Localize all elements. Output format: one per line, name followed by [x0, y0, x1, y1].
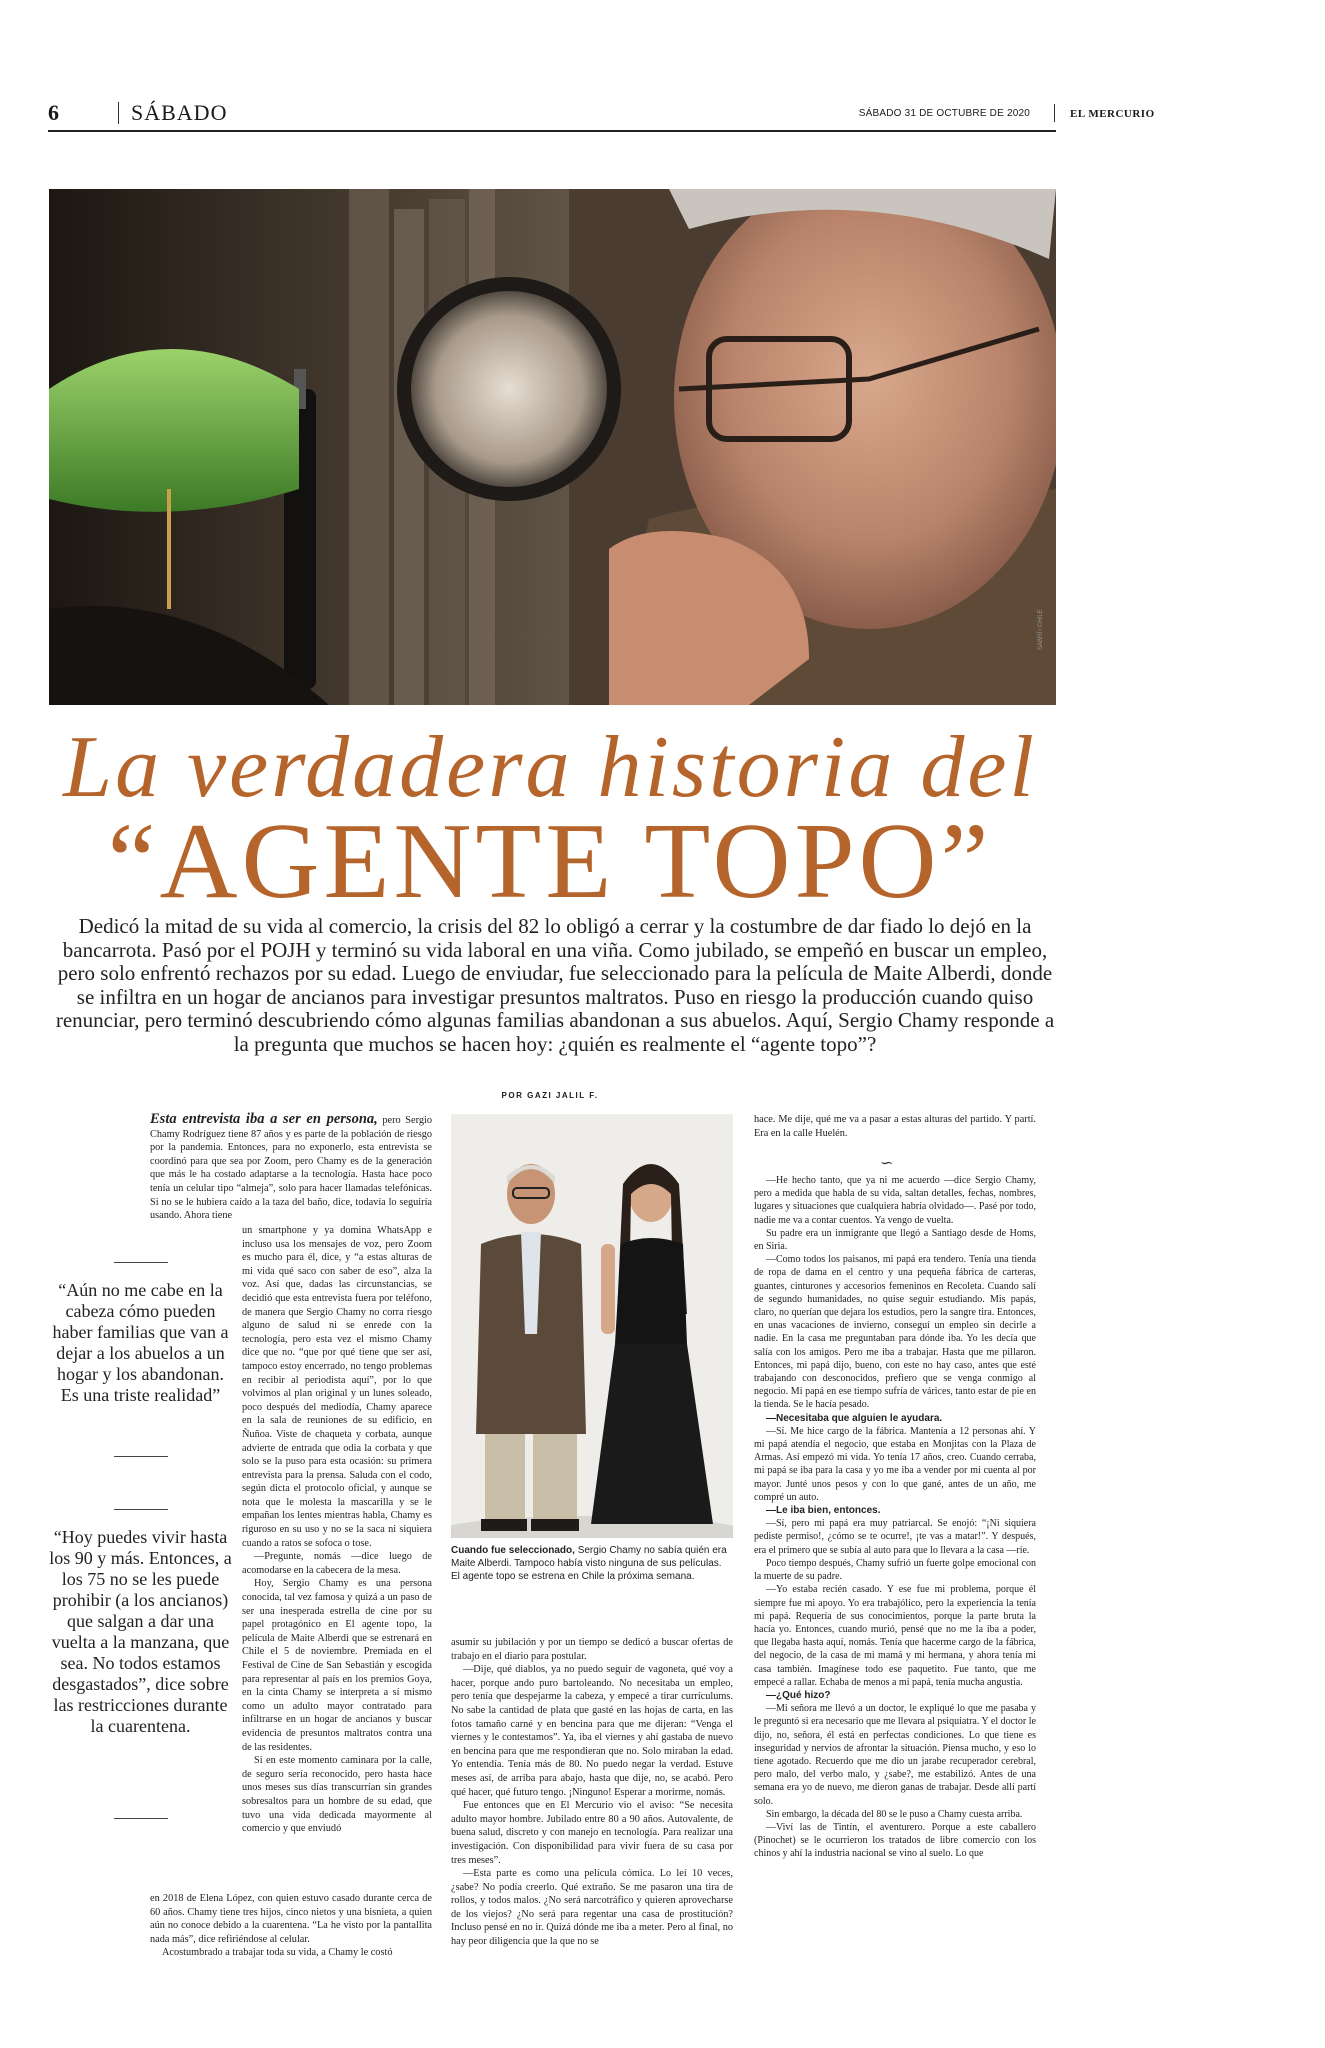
paragraph: Acostumbrado a trabajar toda su vida, a Chamy le costó — [162, 1947, 393, 1959]
paragraph: Poco tiempo después, Chamy sufrió un fuerte golpe emocional con la muerte de su padre. — [754, 1557, 1036, 1583]
lead-in: Esta entrevista iba a ser en persona, — [150, 1111, 378, 1127]
page-number: 6 — [48, 100, 59, 125]
column-1-body — [242, 1224, 432, 1836]
chamy-and-alberdi-image — [451, 1114, 733, 1538]
paragraph: asumir su jubilación y por un tiempo se dedicó a buscar ofertas de trabajo en el diario para postular. — [451, 1637, 733, 1662]
paragraph: —Esta parte es como una película cómica. Lo leí 10 veces, ¿sabe? No podía creerlo. Qué extraño. Se me pasaron una tira de rollos, y todos malos. ¿No será narcotráfico y quieren aprovecharse de los viejos? ¿No será para regentar una casa de prostitución? Incluso pensé en no ir. Quizá dónde me iba a meter. Pero al final, no hay peor diligencia que la que no se — [451, 1868, 733, 1948]
paragraph: —He hecho tanto, que ya ni me acuerdo —dice Sergio Chamy, pero a medida que habla de su vida, saltan detalles, fechas, nombres, lugares y situaciones que cualquiera habría olvidado—. Pasé por todo, nadie me va a contar cuentos. Ya vengo de vuelta. — [754, 1175, 1036, 1226]
section-ornament-icon: ∽ — [880, 1153, 894, 1172]
magnifying-glass-portrait-image — [49, 189, 1056, 705]
paragraph: —Yo estaba recién casado. Y ese fue mi problema, porque él siempre fue mi apoyo. Yo era trabajólico, pero la experiencia la tenía mi papá. Requería de sus conocimientos, porque la parte bruta la hacía yo. Entonces, cuando murió, pensé que no me la iba a poder, que llegaba hasta aquí, nomás. Tenía que hacerme cargo de la fábrica, del negocio, de la casa de mi mamá y mi hermana, y ahora tenía mi casa también. Imagínese todo ese paquetito. Fue tanto, que me empecé a rallar. Echaba de menos a mi papá, tenía mucha angustia. — [754, 1584, 1036, 1688]
couple-photo — [451, 1114, 733, 1538]
paragraph: —Mi señora me llevó a un doctor, le expliqué lo que me pasaba y le preguntó si era necesario que me llevara al psiquiatra. Y el doctor le dijo, no, señora, él está en perfectas condiciones. Lo que tiene es inseguridad y nervios de afrontar la situación. Piensa mucho, y eso lo tiene agotado. Recuerdo que me dio un jarabe recuperador cerebral, pero malo, del verbo malo, y ¿sabe?, me estabilizó. Antes de una semana era yo de nuevo, me dieron ganas de trabajar. Desde allí partí solo. — [754, 1703, 1036, 1807]
header-rule — [48, 130, 1056, 132]
quote-rule — [114, 1509, 168, 1510]
paragraph: —Viví las de Tintín, el aventurero. Porque a este caballero (Pinochet) se le ocurrieron los tratados de libre comercio con los chinos y ahí la industria nacional se vino al suelo. Lo que — [754, 1821, 1036, 1860]
paragraph: —Dije, qué diablos, ya no puedo seguir de vagoneta, qué voy a hacer, porque ando puro bartoleando. No necesitaba un empleo, pero tenía que despejarme la cabeza, y empecé a tirar currículums. No sabe la cantidad de plata que gasté en las hojas de carta, en las fotos tamaño carné y en bencina para que me dijeran: “Venga el viernes y le contestamos”. Ya, iba el viernes y ahí gastaba de nuevo en bencina para que me respondieran que no. Solo miraban la edad. Yo entendía. Tenía más de 80. No puedo negar la verdad. Estuve meses así, de arriba para abajo, hasta que dije, no, se acabó. Pero qué hacer, qué futuro tengo. ¡Ninguno! Esperar a morirme, nomás. — [451, 1664, 733, 1798]
dateline: SÁBADO 31 DE OCTUBRE DE 2020 — [858, 108, 1030, 119]
paragraph: —Como todos los paisanos, mi papá era tendero. Tenía una tienda de ropa de dama en el centro y una pequeña fábrica de carteras, guantes, cinturones y accesorios femeninos en Recoleta. Cuando salí de segundo humanidades, no quise seguir estudiando. Mis papás, claro, no querían que dejara los estudios, pero la sangre tira. Entonces, en unas vacaciones de invierno, conseguí un empleo sin decirle a nadie. En la casa me preguntaban para dónde iba. Yo les decía que salía con los amigos. Pero me iba a trabajar. Hasta que me pillaron. Entonces, mi papá dijo, bueno, con este no hay caso, antes que esté trabajando con desconocidos, prefiero que se venga conmigo al negocio. Mi papá en ese tiempo sufría de várices, tanto estar de pie en la tienda. Se le hacía pesado. — [754, 1254, 1036, 1411]
section-label: SÁBADO — [131, 100, 228, 125]
headline-line-1: La verdadera historia del — [63, 719, 1037, 816]
paragraph: Hoy, Sergio Chamy es una persona conocida, tal vez famosa y quizá a un paso de ser una inesperada estrella de cine por su papel protagónico en El agente topo, la película de Maite Alberdi que se estrenará en Chile el 5 de noviembre. Premiada en el Festival de Cine de San Sebastián y escogida para representar al país en los premios Goya, en la cinta Chamy se interpreta a sí mismo como un adulto mayor contratado para infiltrarse en un hogar de ancianos y buscar evidencia de presuntos maltratos contra una de las residentes. — [242, 1578, 432, 1753]
quote-rule — [114, 1818, 168, 1819]
paragraph: pero Sergio Chamy Rodríguez tiene 87 años y es parte de la población de riesgo por la pandemia. Entonces, para no exponerlo, esta entrevista se coordinó para que sea por Zoom, pero Chamy es de la generación que más le ha costado adaptarse a la tecnología. Hasta hace poco tenía un celular tipo “almeja”, solo para hacer llamadas telefónicas. Si no se le hubiera caído a la taza del baño, dice, todavía lo seguiría usando. Ahora tiene — [150, 1115, 433, 1222]
paragraph: un smartphone y ya domina WhatsApp e incluso usa los mensajes de voz, pero Zoom es mucho para él, dice, y “a estas alturas de mi vida qué saco con saber de eso”, alza la voz. Así que, dadas las circunstancias, se decidió que esta entrevista fuera por teléfono, de manera que Sergio Chamy no corra riesgo alguno de salud ni se enrede con la tecnología, pero esta vez el mismo Chamy dice que no. “que por qué tiene que ser así, tampoco estoy encerrado, no tengo problemas en recibir al periodista aquí”, por lo que volvimos al plan original y un lunes soleado, poco después del mediodía, Chamy aparece en la sala de reuniones de su edificio, en Ñuñoa. Viste de chaqueta y corbata, aunque advierte de entrada que odia la corbata y que solo se la puso para esta ocasión: su primera entrevista para la prensa. Saluda con el codo, según dicta el protocolo oficial, y aunque se nota que le molesta la mascarilla y se le empañan los lentes mientras habla, Chamy es riguroso en su uso y no se la saca ni siquiera cuando a ratos se sofoca o tose. — [242, 1225, 432, 1549]
photo-caption — [451, 1544, 733, 1583]
paragraph: hace. Me dije, qué me va a pasar a estas alturas del partido. Y partí. Era en la calle Huelén. — [754, 1114, 1036, 1139]
quote-rule — [114, 1262, 168, 1263]
caption-lead: Cuando fue seleccionado, — [451, 1545, 575, 1556]
column-4-top — [754, 1113, 1036, 1140]
column-3 — [451, 1636, 733, 1949]
photo-credit: SABRÍ / CHILE — [1038, 609, 1044, 650]
newspaper-brand: EL MERCURIO — [1070, 108, 1155, 120]
column-4 — [754, 1174, 1036, 1861]
interview-question: —Necesitaba que alguien le ayudara. — [766, 1412, 943, 1424]
interview-question: —Le iba bien, entonces. — [766, 1505, 881, 1517]
paragraph: —Sí, pero mi papá era muy patriarcal. Se enojó: “¡Ni siquiera pediste permiso!, ¿cómo se te ocurre!, ¡te vas a matar!”. Y después, era el primero que se subía al auto para que lo llevara a la casa —ríe. — [754, 1518, 1036, 1556]
byline: POR GAZI JALIL F. — [501, 1091, 599, 1100]
quote-rule — [114, 1456, 168, 1457]
pull-quote-2: “Hoy puedes vivir hasta los 90 y más. Entonces, a los 75 no se les puede prohibir (a los ancianos) que salgan a dar una vuelta a la manzana, que sea. No todos estamos desgastados”, dice sobre las restricciones durante la cuarentena. — [49, 1527, 232, 1736]
divider — [118, 102, 119, 124]
caption-text: Sergio Chamy no sabía quién era Maite Alberdi. Tampoco había visto ninguna de sus películas. El agente topo se estrena en Chile la próxima semana. — [451, 1545, 727, 1582]
section-name — [118, 100, 227, 126]
paragraph: Fue entonces que en El Mercurio vio el aviso: “Se necesita adulto mayor hombre. Jubilado entre 80 a 90 años. Autovalente, de buena salud, discreto y con manejo en tecnología. Para realizar una investigación. Con disponibilidad para vivir fuera de su casa por tres meses”. — [451, 1800, 733, 1866]
lede-paragraph: Dedicó la mitad de su vida al comercio, la crisis del 82 lo obligó a cerrar y la costumbre de dar fiado lo dejó en la bancarrota. Pasó por el POJH y terminó su vida laboral en una viña. Como jubilado, se empeñó en buscar un empleo, pero solo enfrentó rechazos por su edad. Luego de enviudar, fue seleccionado para la película de Maite Alberdi, donde se infiltra en un hogar de ancianos para investigar presuntos maltratos. Puso en riesgo la producción cuando quiso renunciar, pero terminó descubriendo cómo algunas familias abandonan a sus abuelos. Aquí, Sergio Chamy responde a la pregunta que muchos se hacen hoy: ¿quién es realmente el “agente topo”? — [55, 914, 1055, 1056]
paragraph: Sin embargo, la década del 80 se le puso a Chamy cuesta arriba. — [766, 1808, 1023, 1820]
paragraph: —Pregunte, nomás —dice luego de acomodarse en la cabecera de la mesa. — [242, 1551, 432, 1576]
paragraph: Si en este momento caminara por la calle, de seguro sería reconocido, pero hasta hace unos meses sus días transcurrían sin grandes sobresaltos para un hombre de su edad, que tuvo una vida dedicada mayormente al comercio y que enviudó — [242, 1755, 432, 1835]
paragraph: Su padre era un inmigrante que llegó a Santiago desde de Homs, en Siria. — [754, 1227, 1036, 1253]
column-1-bottom — [150, 1892, 432, 1960]
paragraph: en 2018 de Elena López, con quien estuvo casado durante cerca de 60 años. Chamy tiene tres hijos, cinco nietos y una bisnieta, a quien aún no conoce debido a la cuarentena. “La he visto por la pantallita nada más”, dice refiriéndose al celular. — [150, 1893, 432, 1945]
column-1-top — [150, 1113, 432, 1223]
main-photo — [49, 189, 1056, 705]
headline-line-2: “AGENTE TOPO” — [107, 802, 993, 921]
paragraph: —Sí. Me hice cargo de la fábrica. Mantenía a 12 personas ahí. Y mi papá atendía el negocio, que estaba en Monjitas con la Plaza de Armas. Así empezó mi vida. Yo tenía 17 años, creo. Cuando cerraba, mi papá se iba para la casa y yo me iba a vender por mi cuenta al por mayor. Junté unos pesos y con lo que gané, antes de un año, me compré un auto. — [754, 1425, 1036, 1503]
interview-question: —¿Qué hizo? — [766, 1689, 831, 1701]
pull-quote-1: “Aún no me cabe en la cabeza cómo pueden haber familias que van a dejar a los abuelos a un hogar y los abandonan. Es una triste realidad” — [52, 1280, 229, 1405]
divider — [1054, 104, 1055, 122]
